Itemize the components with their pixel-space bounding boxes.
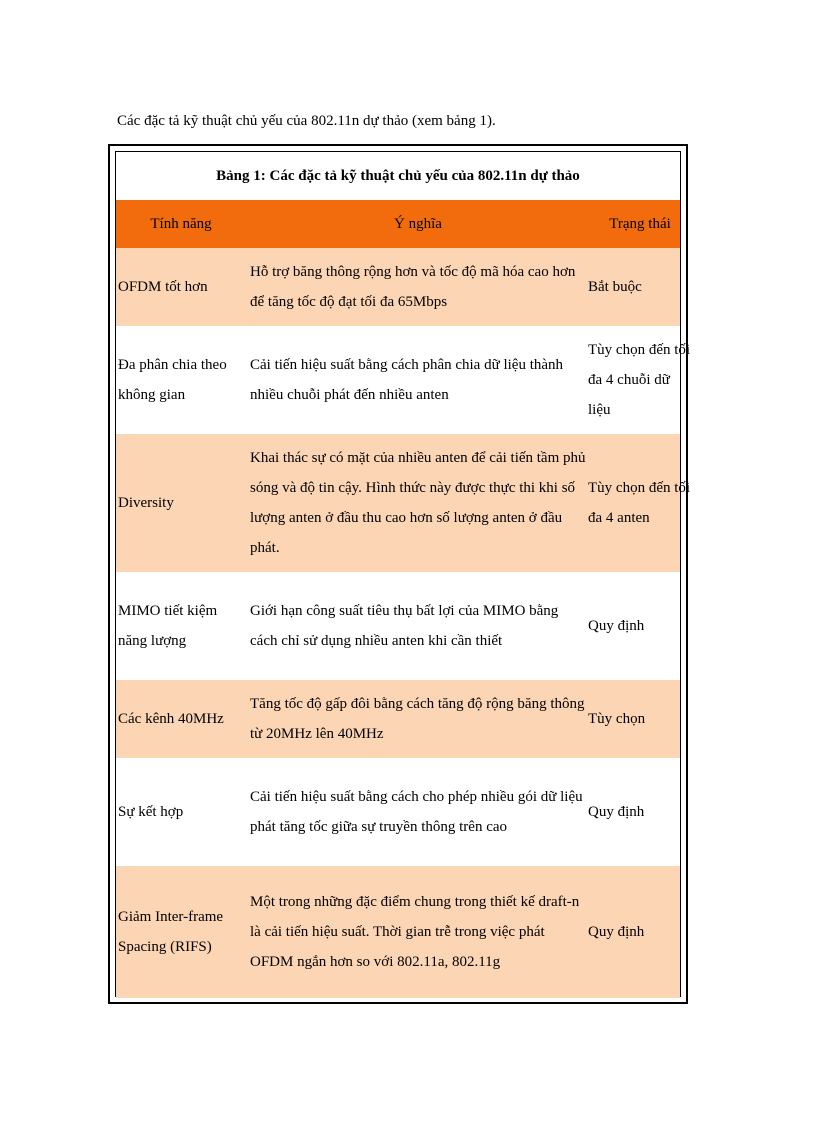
row-meaning: Giới hạn công suất tiêu thụ bất lợi của MIMO bằng cách chỉ sử dụng nhiều anten khi cần thiết xyxy=(250,603,559,649)
table-row xyxy=(116,434,691,572)
row-status: Tùy chọn đến tối đa 4 chuỗi dữ liệu xyxy=(588,342,691,418)
spec-table-inner xyxy=(115,151,691,997)
row-meaning: Khai thác sự có mặt của nhiều anten để cải tiến tầm phủ sóng và độ tin cậy. Hình thức này được thực thi khi số lượng anten ở đầu thu cao hơn số lượng anten ở đầu phát. xyxy=(250,450,586,556)
table-row xyxy=(116,680,680,758)
row-feature: OFDM tốt hơn xyxy=(118,279,208,295)
row-meaning: Tăng tốc độ gấp đôi bằng cách tăng độ rộng băng thông từ 20MHz lên 40MHz xyxy=(250,696,585,742)
header-status: Trạng thái xyxy=(609,215,671,232)
table-row xyxy=(116,866,680,998)
row-feature: MIMO tiết kiệm năng lượng xyxy=(118,603,218,649)
row-status: Quy định xyxy=(588,924,645,940)
header-meaning: Ý nghĩa xyxy=(394,215,442,232)
row-feature: Giảm Inter-frame Spacing (RIFS) xyxy=(118,909,224,955)
intro-text: Các đặc tả kỹ thuật chủ yếu của 802.11n dự thảo (xem bảng 1). xyxy=(117,113,496,129)
row-feature: Các kênh 40MHz xyxy=(118,711,224,727)
row-meaning: Cải tiến hiệu suất bằng cách cho phép nhiều gói dữ liệu phát tăng tốc giữa sự truyền thông trên cao xyxy=(250,789,583,835)
table-caption: Bảng 1: Các đặc tả kỹ thuật chủ yếu của 802.11n dự thảo xyxy=(216,167,580,184)
row-meaning: Cải tiến hiệu suất bằng cách phân chia dữ liệu thành nhiều chuỗi phát đến nhiều anten xyxy=(250,357,564,403)
spec-table xyxy=(108,144,691,1004)
header-feature: Tính năng xyxy=(150,215,212,232)
table-header-row xyxy=(116,200,680,248)
row-meaning: Một trong những đặc điểm chung trong thiết kế draft-n là cải tiến hiệu suất. Thời gian trễ trong việc phát OFDM ngắn hơn so với 802.11a, 802.11g xyxy=(250,894,580,970)
row-status: Quy định xyxy=(588,618,645,634)
row-status: Bắt buộc xyxy=(588,279,642,295)
row-feature: Sự kết hợp xyxy=(118,804,184,820)
row-feature: Đa phân chia theo không gian xyxy=(118,357,227,403)
row-status: Quy định xyxy=(588,804,645,820)
row-status: Tùy chọn đến tối đa 4 anten xyxy=(588,480,691,526)
row-status: Tùy chọn xyxy=(588,711,646,727)
row-feature: Diversity xyxy=(118,495,174,511)
table-row xyxy=(116,326,691,434)
table-row xyxy=(116,572,680,680)
row-meaning: Hỗ trợ băng thông rộng hơn và tốc độ mã hóa cao hơn để tăng tốc độ đạt tối đa 65Mbps xyxy=(250,264,576,310)
table-row xyxy=(116,248,680,326)
table-row xyxy=(116,758,680,866)
